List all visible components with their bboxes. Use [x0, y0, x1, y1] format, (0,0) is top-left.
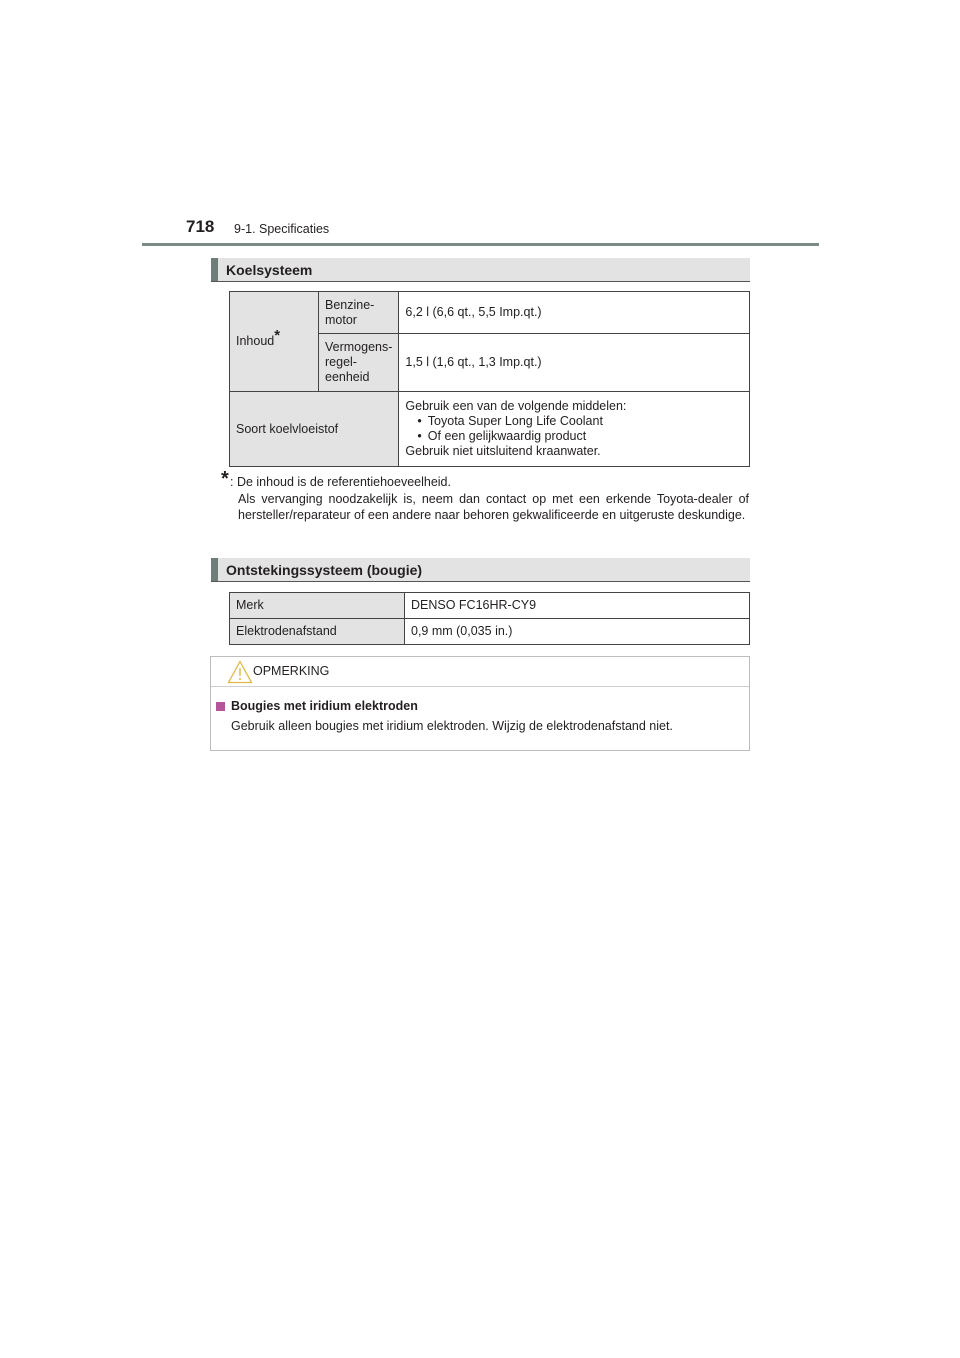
- engine-label-line: motor: [325, 312, 357, 327]
- ignition-table: [229, 592, 750, 645]
- brand-label: Merk: [230, 593, 405, 619]
- pcu-value: 1,5 l (1,6 qt., 1,3 Imp.qt.): [399, 334, 750, 392]
- ignition-heading: [211, 558, 750, 582]
- heading-bar: [211, 558, 218, 581]
- notice-text: Gebruik alleen bougies met iridium elektroden. Wijzig de elektrodenafstand niet.: [231, 719, 673, 733]
- engine-value: 6,2 l (6,6 qt., 5,5 Imp.qt.): [399, 292, 750, 334]
- notice-header: [211, 657, 749, 687]
- gap-value: 0,9 mm (0,035 in.): [405, 619, 750, 645]
- footnote: [221, 468, 749, 524]
- square-bullet-icon: [216, 702, 225, 711]
- ignition-heading-text: Ontstekingssysteem (bougie): [226, 562, 423, 578]
- page-number: 718: [186, 217, 215, 236]
- pcu-label-line: Vermogens-: [325, 340, 393, 354]
- brand-value: DENSO FC16HR-CY9: [405, 593, 750, 619]
- cooling-table: [229, 291, 750, 467]
- footnote-mark: *: [274, 326, 281, 344]
- cooling-heading-text: Koelsysteem: [226, 262, 313, 278]
- warning-triangle-icon: [227, 660, 253, 689]
- pcu-label-line: eenheid: [325, 370, 370, 384]
- coolant-label: Soort koelvloeistof: [230, 392, 399, 467]
- engine-label-line: Benzine-: [325, 297, 375, 312]
- coolant-option: • Of een gelijkwaardig product: [405, 429, 743, 444]
- engine-label: [319, 292, 399, 334]
- table-row: [230, 593, 750, 619]
- coolant-option: • Toyota Super Long Life Coolant: [405, 414, 743, 429]
- notice-title: OPMERKING: [253, 664, 330, 678]
- table-row: [230, 292, 750, 334]
- table-row: [230, 619, 750, 645]
- section-title: 9-1. Specificaties: [234, 222, 330, 236]
- table-row: [230, 392, 750, 467]
- coolant-intro: Gebruik een van de volgende middelen:: [405, 399, 627, 413]
- coolant-value: [399, 392, 750, 467]
- capacity-cell: [230, 292, 319, 392]
- cooling-heading: [211, 258, 750, 282]
- coolant-note: Gebruik niet uitsluitend kraanwater.: [405, 444, 601, 458]
- pcu-label: [319, 334, 399, 392]
- footnote-text: Als vervanging noodzakelijk is, neem dan contact op met een erkende Toyota-dealer of hersteller/reparateur of een andere naar behoren gekwalificeerde en uitgeruste deskundige.: [238, 491, 749, 522]
- gap-label: Elektrodenafstand: [230, 619, 405, 645]
- heading-bar: [211, 258, 218, 281]
- capacity-label: Inhoud: [236, 334, 275, 348]
- header-rule: [142, 243, 819, 246]
- notice-box: [210, 656, 750, 751]
- footnote-first-line: : De inhoud is de referentiehoeveelheid.: [230, 475, 451, 489]
- notice-subtitle: Bougies met iridium elektroden: [231, 699, 418, 713]
- pcu-label-line: regel-: [325, 355, 357, 369]
- footnote-star: *: [221, 468, 229, 490]
